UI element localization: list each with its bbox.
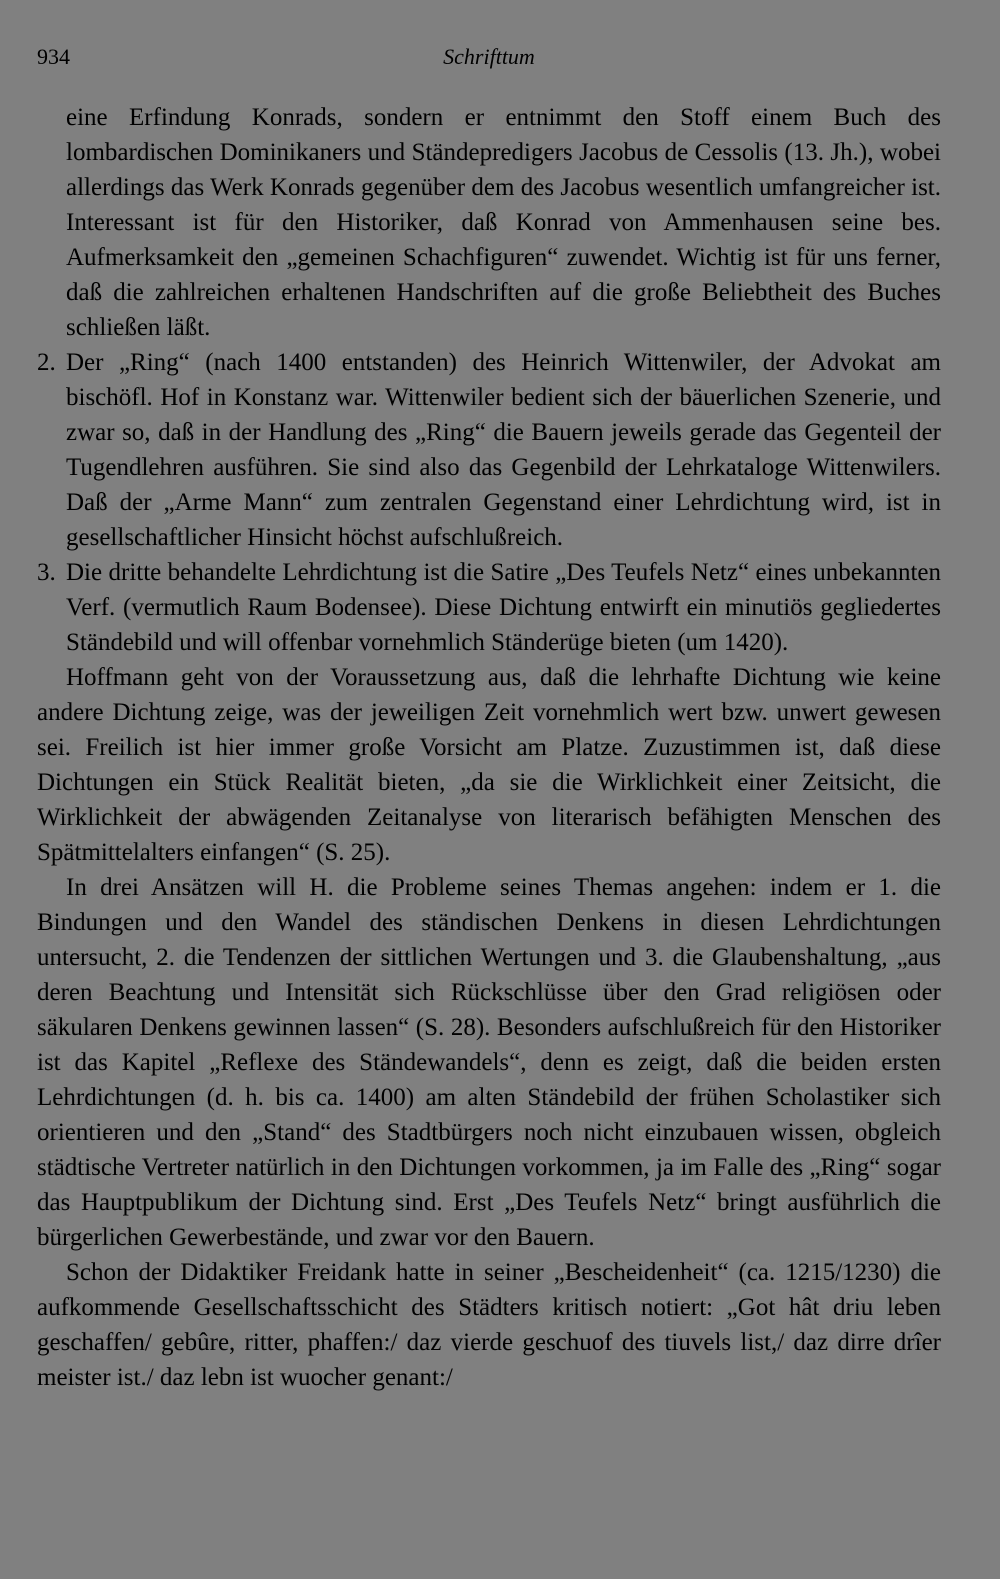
numbered-list — [37, 345, 941, 660]
list-item-text: Der „Ring“ (nach 1400 entstanden) des Heinrich Wittenwiler, der Advokat am bischöfl. Hof in Konstanz war. Wittenwiler bedient sich der bäuerlichen Szenerie, und zwar so, daß in der Handlung des „Ring“ die Bauern jeweils gerade das Gegenteil der Tugendlehren ausführen. Sie sind also das Gegenbild der Lehrkataloge Wittenwilers. Daß der „Arme Mann“ zum zentralen Gegenstand einer Lehrdichtung wird, ist in gesellschaftlicher Hinsicht höchst aufschlußreich. — [66, 349, 941, 551]
page-number: 934 — [37, 44, 70, 69]
paragraph: Hoffmann geht von der Voraussetzung aus, daß die lehrhafte Dichtung wie keine andere Dichtung zeige, was der jeweiligen Zeit vornehmlich wert bzw. unwert gewesen sei. Freilich ist hier immer große Vorsicht am Platze. Zuzustimmen ist, daß diese Dichtungen ein Stück Realität bieten, „da sie die Wirklichkeit einer Zeitsicht, die Wirklichkeit der abwägenden Zeitanalyse von literarisch befähigten Menschen des Spätmittelalters einfangen“ (S. 25). — [37, 664, 941, 866]
running-head — [37, 44, 941, 74]
list-item-number: 2. — [37, 349, 56, 376]
continued-list-item: eine Erfindung Konrads, sondern er entnimmt den Stoff einem Buch des lombardischen Dominikaners und Ständepredigers Jacobus de Cessolis (13. Jh.), wobei allerdings das Werk Konrads gegenüber dem des Jacobus wesentlich umfangreicher ist. Interessant ist für den Historiker, daß Konrad von Ammenhausen seine bes. Aufmerksamkeit den „gemeinen Schachfiguren“ zuwendet. Wichtig ist für uns ferner, daß die zahlreichen erhaltenen Handschriften auf die große Beliebtheit des Buches schließen läßt. — [66, 104, 941, 341]
list-item-number: 3. — [37, 559, 56, 586]
list-item — [37, 555, 941, 660]
running-title: Schrifttum — [443, 44, 535, 69]
paragraph: Schon der Didaktiker Freidank hatte in seiner „Bescheidenheit“ (ca. 1215/1230) die aufkommende Gesellschaftsschicht des Städters kritisch notiert: „Got hât driu leben geschaffen/ gebûre, ritter, phaffen:/ daz vierde geschuof des tiuvels list,/ daz dirre drîer meister ist./ daz lebn ist wuocher genant:/ — [37, 1259, 941, 1391]
body-text — [37, 100, 941, 1395]
list-item-text: Die dritte behandelte Lehrdichtung ist die Satire „Des Teufels Netz“ eines unbekannten Verf. (vermutlich Raum Bodensee). Diese Dichtung entwirft ein minutiös gegliedertes Ständebild und will offenbar vornehmlich Ständerüge bieten (um 1420). — [66, 559, 941, 656]
list-item — [37, 345, 941, 555]
paragraph: In drei Ansätzen will H. die Probleme seines Themas angehen: indem er 1. die Bindungen und den Wandel des ständischen Denkens in diesen Lehrdichtungen untersucht, 2. die Tendenzen der sittlichen Wertungen und 3. die Glaubenshaltung, „aus deren Beachtung und Intensität sich Rückschlüsse über den Grad religiösen oder säkularen Denkens gewinnen lassen“ (S. 28). Besonders aufschlußreich für den Historiker ist das Kapitel „Reflexe des Ständewandels“, denn es zeigt, daß die beiden ersten Lehrdichtungen (d. h. bis ca. 1400) am alten Ständebild der frühen Scholastiker sich orientieren und den „Stand“ des Stadtbürgers noch nicht einzubauen wissen, obgleich städtische Vertreter natürlich in den Dichtungen vorkommen, ja im Falle des „Ring“ sogar das Hauptpublikum der Dichtung sind. Erst „Des Teufels Netz“ bringt ausführlich die bürgerlichen Gewerbestände, und zwar vor den Bauern. — [37, 874, 941, 1251]
